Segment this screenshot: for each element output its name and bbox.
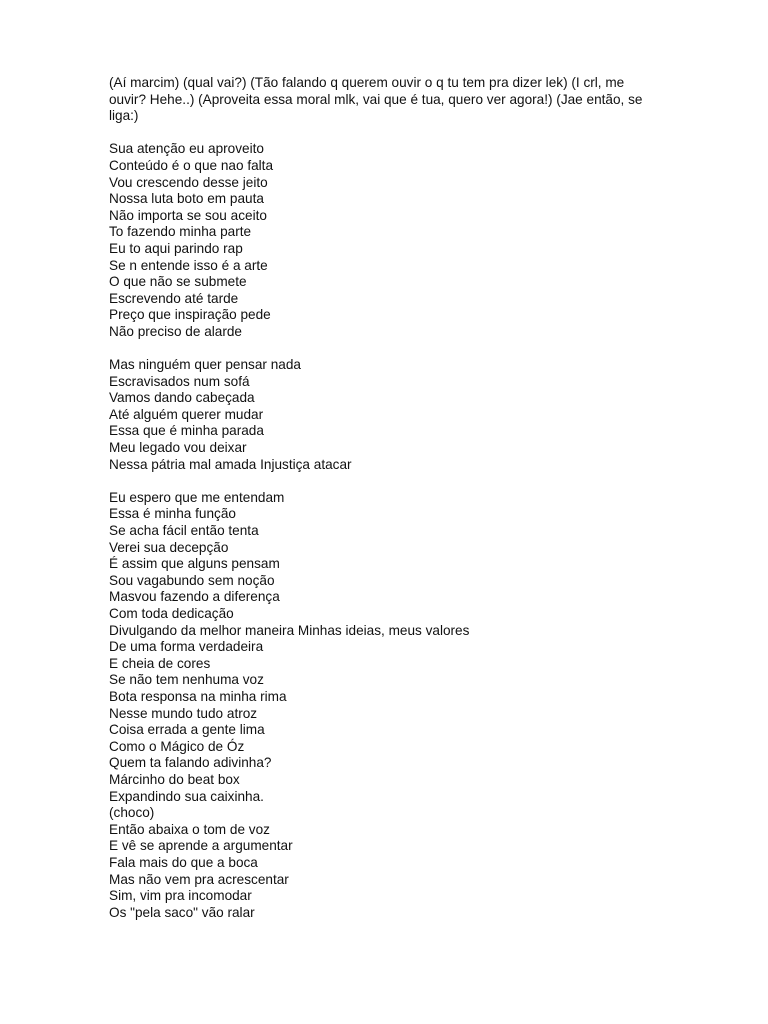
lyric-line: Se n entende isso é a arte <box>109 257 268 273</box>
lyric-line: Conteúdo é o que nao falta <box>109 157 274 173</box>
lyric-line: Os "pela saco" vão ralar <box>109 904 255 920</box>
lyric-line: Sim, vim pra incomodar <box>109 888 252 904</box>
lyric-line: Expandindo sua caixinha. <box>109 788 264 804</box>
lyric-line: É assim que alguns pensam <box>109 556 280 572</box>
lyric-line: Meu legado vou deixar <box>109 440 247 456</box>
lyric-line: Divulgando da melhor maneira Minhas ideias, meus valores <box>109 622 470 638</box>
lyric-line: Preço que inspiração pede <box>109 307 271 323</box>
stanza-1 <box>109 141 654 340</box>
lyric-line: Vou crescendo desse jeito <box>109 174 268 190</box>
lyric-line: Márcinho do beat box <box>109 771 240 787</box>
lyric-line: Mas ninguém quer pensar nada <box>109 357 301 373</box>
lyric-line: Essa é minha função <box>109 506 236 522</box>
lyric-line: Nessa pátria mal amada Injustiça atacar <box>109 456 352 472</box>
lyric-line: Coisa errada a gente lima <box>109 722 265 738</box>
lyric-line: Se acha fácil então tenta <box>109 523 259 539</box>
lyric-line: Eu to aqui parindo rap <box>109 240 243 256</box>
lyric-line: Sou vagabundo sem noção <box>109 572 275 588</box>
lyric-line: Quem ta falando adivinha? <box>109 755 272 771</box>
lyric-line: Não preciso de alarde <box>109 323 242 339</box>
lyric-line: Masvou fazendo a diferença <box>109 589 280 605</box>
lyric-line: Eu espero que me entendam <box>109 489 285 505</box>
lyric-line: Com toda dedicação <box>109 606 234 621</box>
lyric-line: Bota responsa na minha rima <box>109 688 287 704</box>
lyric-line: Sua atenção eu aproveito <box>109 141 264 157</box>
lyric-line: Verei sua decepção <box>109 539 229 555</box>
lyric-line: E cheia de cores <box>109 655 211 671</box>
lyric-line: Nesse mundo tudo atroz <box>109 705 258 721</box>
lyric-line: Então abaixa o tom de voz <box>109 821 270 837</box>
lyric-line: Essa que é minha parada <box>109 423 264 439</box>
lyric-line: Até alguém querer mudar <box>109 406 264 422</box>
lyric-line: Escrevendo até tarde <box>109 290 239 306</box>
lyric-line: O que não se submete <box>109 274 247 290</box>
lyric-line: E vê se aprende a argumentar <box>109 838 293 854</box>
intro-paragraph: (Aí marcim) (qual vai?) (Tão falando q querem ouvir o q tu tem pra dizer lek) (I crl, me ouvir? Hehe..) (Aproveita essa moral mlk, vai que é tua, quero ver agora!) (Jae então, se liga:) <box>109 75 643 124</box>
lyric-line: Fala mais do que a boca <box>109 854 258 870</box>
lyric-line: Se não tem nenhuma voz <box>109 672 264 688</box>
stanza-2 <box>109 357 654 473</box>
lyric-line: Mas não vem pra acrescentar <box>109 871 289 887</box>
lyric-line: Escravisados num sofá <box>109 373 250 389</box>
lyric-line: Não importa se sou aceito <box>109 207 267 223</box>
lyric-line: Vamos dando cabeçada <box>109 390 255 406</box>
lyric-line: De uma forma verdadeira <box>109 639 264 655</box>
lyric-line: Nossa luta boto em pauta <box>109 191 264 207</box>
lyric-line: (choco) <box>109 805 155 821</box>
lyric-line: To fazendo minha parte <box>109 224 252 240</box>
stanza-3 <box>109 490 654 921</box>
lyrics-page <box>109 75 654 938</box>
lyric-line: Como o Mágico de Óz <box>109 738 245 754</box>
